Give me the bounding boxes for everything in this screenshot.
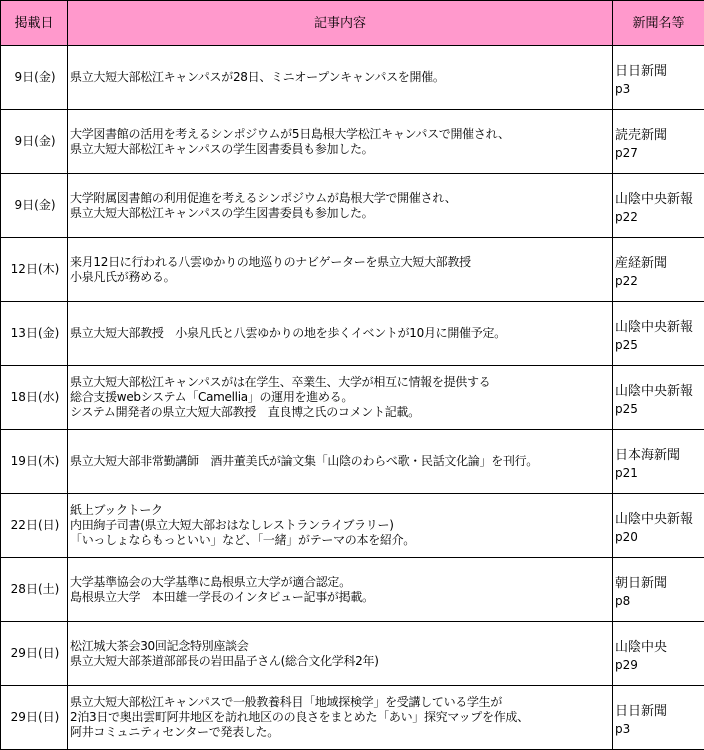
date-text: 9日(金) [15,134,56,148]
paper-cell [613,174,704,238]
date-text: 12日(木) [11,262,60,276]
date-cell [1,238,68,302]
newspaper-name: 日日新聞 [615,703,704,721]
newspaper-name: 山陰中央新報 [615,511,704,529]
header-paper: 新聞名等 [613,1,704,46]
paper-cell [613,558,704,622]
date-text: 28日(土) [11,582,60,596]
table-row [1,174,704,238]
paper-cell [613,238,704,302]
table-row [1,366,704,430]
page-number: p3 [615,81,704,97]
newspaper-name: 山陰中央新報 [615,191,704,209]
content-cell [68,494,613,558]
table-row [1,430,704,494]
header-date: 掲載日 [1,1,68,46]
newspaper-name: 山陰中央新報 [615,319,704,337]
content-line: 県立大短大部松江キャンパスで一般教養科目「地域探検学」を受講している学生が [70,695,612,710]
newspaper-name: 日本海新聞 [615,447,704,465]
paper-cell [613,302,704,366]
content-cell [68,46,613,110]
newspaper-name: 山陰中央新報 [615,383,704,401]
table-row [1,686,704,750]
content-line: 県立大短大部松江キャンパスがは在学生、卒業生、大学が相互に情報を提供する [70,375,612,390]
date-text: 9日(金) [15,198,56,212]
paper-cell [613,494,704,558]
date-text: 13日(金) [11,326,60,340]
content-line: システム開発者の県立大短大部教授 直良博之氏のコメント記載。 [70,405,612,420]
content-line: 来月12日に行われる八雲ゆかりの地巡りのナビゲーターを県立大短大部教授 [70,255,612,270]
date-cell [1,686,68,750]
content-cell [68,238,613,302]
date-cell [1,430,68,494]
table-row [1,494,704,558]
table-row [1,238,704,302]
content-line: 「いっしょならもっといい」など、「一緒」がテーマの本を紹介。 [70,533,612,548]
page-number: p20 [615,529,704,545]
content-line: 県立大短大部松江キャンパスの学生図書委員も参加した。 [70,142,612,157]
content-cell [68,110,613,174]
newspaper-name: 山陰中央 [615,639,704,657]
date-text: 9日(金) [15,70,56,84]
paper-cell [613,366,704,430]
paper-cell [613,110,704,174]
content-line: 県立大短大部非常勤講師 酒井董美氏が論文集「山陰のわらべ歌・民話文化論」を刊行。 [70,454,612,469]
content-line: 島根県立大学 本田雄一学長のインタビュー記事が掲載。 [70,590,612,605]
table-row [1,110,704,174]
page-number: p22 [615,273,704,289]
date-text: 29日(日) [11,710,60,724]
date-cell [1,622,68,686]
header-content: 記事内容 [68,1,613,46]
page-number: p29 [615,657,704,673]
page-number: p3 [615,721,704,737]
date-text: 29日(日) [11,646,60,660]
date-text: 18日(水) [11,390,60,404]
date-cell [1,302,68,366]
date-cell [1,110,68,174]
page-number: p25 [615,337,704,353]
content-line: 県立大短大部松江キャンパスの学生図書委員も参加した。 [70,206,612,221]
content-line: 県立大短大部茶道部部長の岩田晶子さん(総合文化学科2年) [70,654,612,669]
content-cell [68,686,613,750]
content-line: 大学基準協会の大学基準に島根県立大学が適合認定。 [70,575,612,590]
content-line: 県立大短大部教授 小泉凡氏と八雲ゆかりの地を歩くイベントが10月に開催予定。 [70,326,612,341]
content-line: 阿井コミュニティセンターで発表した。 [70,725,612,740]
content-line: 県立大短大部松江キャンパスが28日、ミニオープンキャンパスを開催。 [70,70,612,85]
page-number: p25 [615,401,704,417]
page-number: p27 [615,145,704,161]
paper-cell [613,686,704,750]
content-line: 紙上ブックトーク [70,503,612,518]
header-row [1,1,704,46]
content-line: 小泉凡氏が務める。 [70,270,612,285]
content-cell [68,622,613,686]
table-row [1,622,704,686]
content-line: 大学附属図書館の利用促進を考えるシンポジウムが島根大学で開催され、 [70,191,612,206]
content-cell [68,174,613,238]
paper-cell [613,46,704,110]
newspaper-name: 読売新聞 [615,127,704,145]
content-line: 松江城大茶会30回記念特別座談会 [70,639,612,654]
table-row [1,46,704,110]
paper-cell [613,430,704,494]
date-cell [1,366,68,430]
newspaper-name: 産経新聞 [615,255,704,273]
content-cell [68,302,613,366]
date-cell [1,558,68,622]
page-number: p22 [615,209,704,225]
newspaper-name: 日日新聞 [615,63,704,81]
content-cell [68,430,613,494]
paper-cell [613,622,704,686]
page-number: p21 [615,465,704,481]
content-cell [68,366,613,430]
table-row [1,302,704,366]
content-line: 内田絢子司書(県立大短大部おはなしレストランライブラリー) [70,518,612,533]
content-line: 大学図書館の活用を考えるシンポジウムが5日島根大学松江キャンパスで開催され、 [70,127,612,142]
page-number: p8 [615,593,704,609]
content-line: 総合支援webシステム「Camellia」の運用を進める。 [70,390,612,405]
date-text: 22日(日) [11,518,60,532]
date-cell [1,174,68,238]
table-row [1,558,704,622]
content-cell [68,558,613,622]
date-cell [1,46,68,110]
newspaper-name: 朝日新聞 [615,575,704,593]
date-cell [1,494,68,558]
content-line: 2泊3日で奥出雲町阿井地区を訪れ地区のの良さをまとめた「あい」探究マップを作成、 [70,710,612,725]
date-text: 19日(木) [11,454,60,468]
